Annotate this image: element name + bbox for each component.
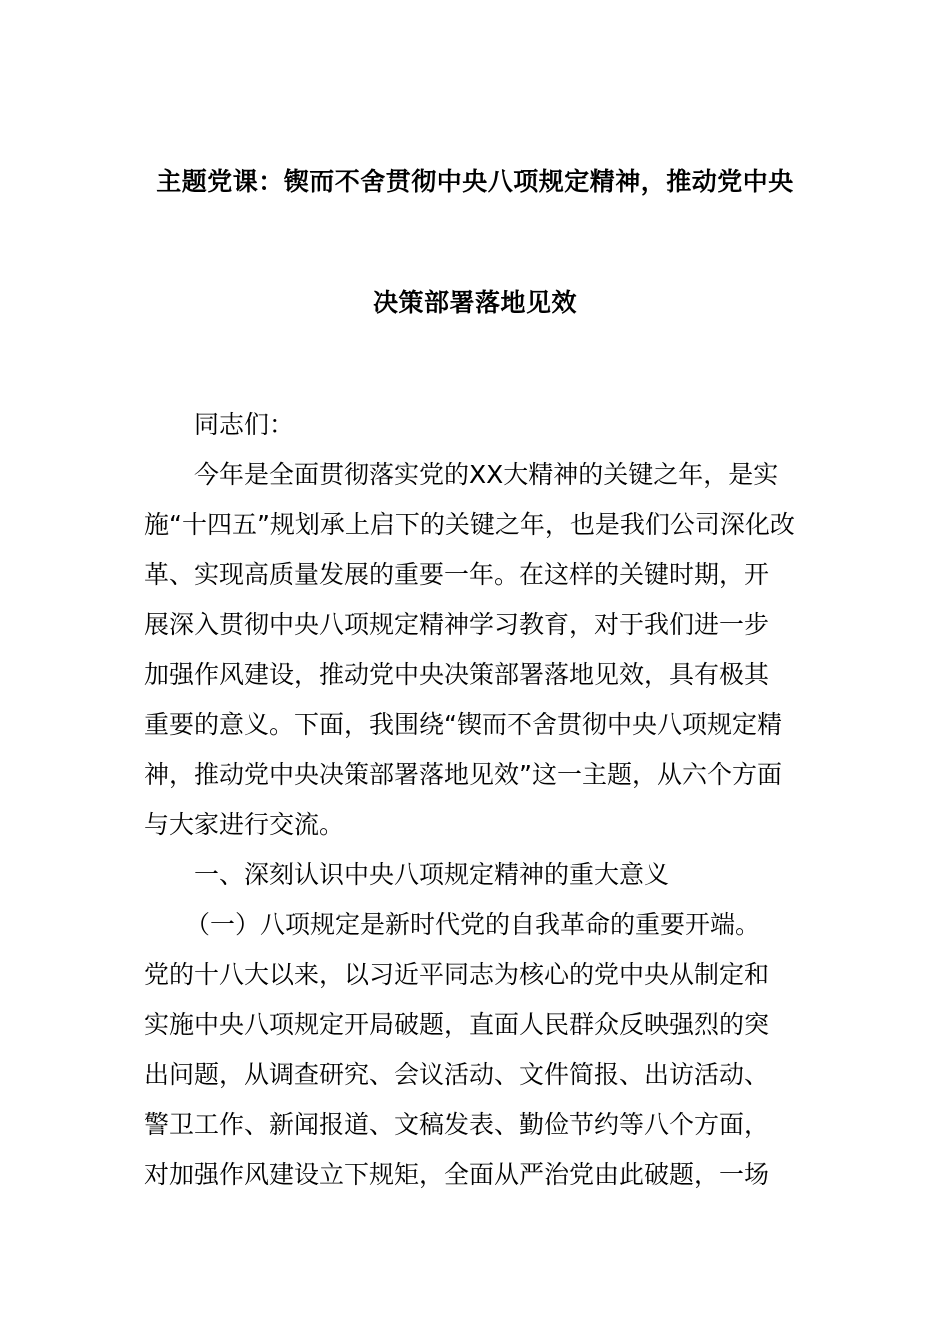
paragraph-line: 重要的意义。下面，我围绕“锲而不舍贯彻中央八项规定精 (144, 710, 782, 739)
paragraph-line: 与大家进行交流。 (144, 810, 345, 839)
paragraph-line: 对加强作风建设立下规矩，全面从严治党由此破题，一场 (144, 1160, 770, 1189)
paragraph-line: 革、实现高质量发展的重要一年。在这样的关键时期，开 (144, 560, 770, 589)
paragraph-line: （一）八项规定是新时代党的自我革命的重要开端。 (185, 910, 761, 939)
paragraph-line: 警卫工作、新闻报道、文稿发表、勤俭节约等八个方面， (144, 1110, 770, 1139)
section-heading: 一、深刻认识中央八项规定精神的重大意义 (194, 860, 670, 889)
paragraph-line: 展深入贯彻中央八项规定精神学习教育，对于我们进一步 (144, 610, 770, 639)
paragraph-line: 实施中央八项规定开局破题，直面人民群众反映强烈的突 (144, 1010, 770, 1039)
document-title-line-1: 主题党课：锲而不舍贯彻中央八项规定精神，推动党中央 (156, 167, 794, 196)
paragraph-line: 今年是全面贯彻落实党的XX大精神的关键之年，是实 (194, 460, 779, 489)
paragraph-line: 神，推动党中央决策部署落地见效”这一主题，从六个方面 (144, 760, 782, 789)
salutation: 同志们： (194, 410, 295, 439)
paragraph-line: 出问题，从调查研究、会议活动、文件简报、出访活动、 (144, 1060, 770, 1089)
paragraph-line: 党的十八大以来，以习近平同志为核心的党中央从制定和 (144, 960, 770, 989)
document-body (144, 400, 806, 1200)
paragraph-line: 加强作风建设，推动党中央决策部署落地见效，具有极其 (144, 660, 770, 689)
paragraph-line: 施“十四五”规划承上启下的关键之年，也是我们公司深化改 (144, 510, 795, 539)
document-title-line-2: 决策部署落地见效 (372, 288, 577, 317)
